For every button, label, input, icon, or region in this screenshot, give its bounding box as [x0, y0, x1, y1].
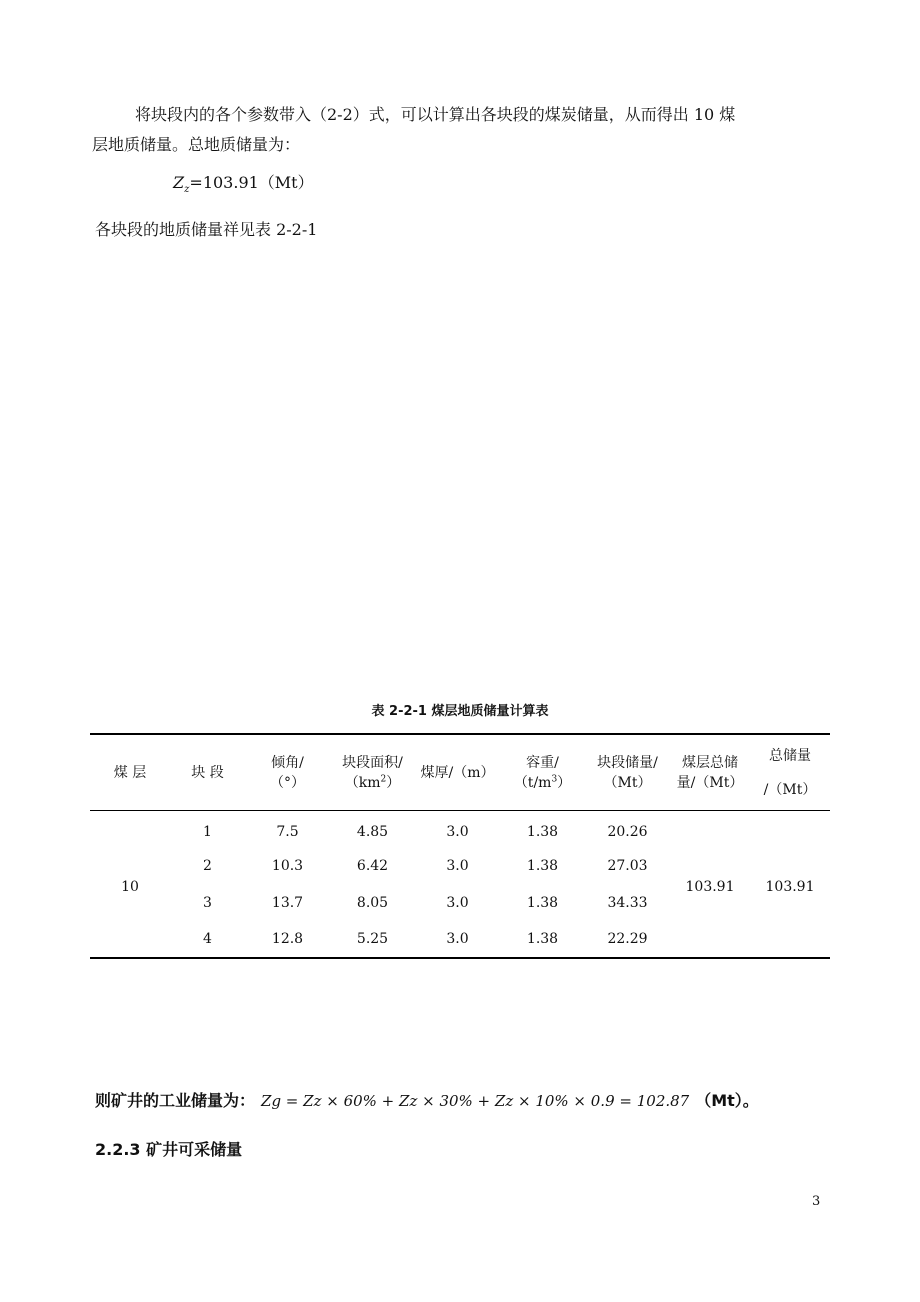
cell-density: 1.38: [526, 823, 559, 840]
conclusion-prefix: 则矿井的工业储量为：: [95, 1091, 256, 1110]
cell-thickness: 3.0: [446, 857, 469, 874]
cell-density: 1.38: [526, 857, 559, 874]
cell-density: 1.38: [526, 894, 559, 911]
formula-subscript: z: [184, 184, 190, 196]
cell-dip: 12.8: [271, 931, 304, 947]
header-area-close: ）: [386, 775, 401, 792]
conclusion-suffix: （Mt）。: [695, 1091, 759, 1110]
header-total-line1: 总储量: [769, 748, 811, 765]
cell-reserve: 27.03: [607, 857, 648, 874]
header-area: [330, 734, 415, 810]
header-area-sup: 2: [380, 774, 387, 785]
cell-dip: 13.7: [271, 894, 304, 911]
section-heading: 2.2.3 矿井可采储量: [95, 1140, 243, 1159]
header-seam: 煤 层: [113, 765, 147, 782]
cell-reserve: 20.26: [607, 823, 648, 840]
paragraph-1-line-2: 层地质储量。总地质储量为：: [92, 135, 301, 154]
cell-seam-total: 103.91: [685, 878, 735, 895]
cell-density: 1.38: [526, 931, 559, 947]
header-density-sup: 3: [551, 774, 558, 785]
cell-thickness: 3.0: [446, 823, 469, 840]
cell-dip: 7.5: [276, 823, 299, 840]
header-area-line2: [330, 772, 415, 792]
total-geological-reserve-formula: [173, 170, 314, 195]
header-block-reserve-line2: （Mt）: [603, 775, 652, 792]
page-number: 3: [812, 1194, 821, 1209]
header-density-unit: （t/m: [513, 775, 552, 792]
cell-reserve: 34.33: [607, 894, 648, 911]
paragraph-2: 各块段的地质储量祥见表 2-2-1: [95, 220, 318, 239]
header-block-reserve: [585, 734, 670, 810]
industrial-reserve-formula: Zg = Zz × 60% + Zz × 30% + Zz × 10% × 0.9 = 102.87: [261, 1092, 690, 1110]
header-area-unit: （km: [344, 775, 381, 792]
cell-thickness: 3.0: [446, 931, 469, 947]
table-caption: 表 2-2-1 煤层地质储量计算表: [371, 704, 549, 719]
header-dip-line1: 倾角/: [271, 755, 304, 772]
cell-area: 6.42: [356, 857, 389, 874]
cell-block: 1: [203, 823, 212, 840]
header-seam-total-line1: 煤层总储: [682, 755, 738, 772]
cell-reserve: 22.29: [607, 931, 648, 947]
header-block: 块 段: [191, 765, 224, 782]
cell-seam: 10: [121, 878, 139, 895]
header-block-reserve-line1: 块段储量/: [597, 755, 658, 772]
header-density-line1: 容重/: [526, 755, 559, 772]
header-total: [750, 734, 830, 810]
reserve-calculation-table: [90, 733, 830, 959]
formula-rhs: =103.91（Mt）: [189, 173, 314, 192]
cell-block: 2: [203, 857, 212, 874]
paragraph-1-line-1: 将块段内的各个参数带入（2-2）式，可以计算出各块段的煤炭储量，从而得出 10 煤: [135, 105, 736, 124]
header-thickness: 煤厚/（m）: [420, 765, 495, 782]
header-total-line2: /（Mt）: [763, 782, 817, 799]
header-area-line1: 块段面积/: [342, 755, 403, 772]
cell-total: 103.91: [765, 878, 815, 895]
cell-area: 8.05: [356, 894, 389, 911]
header-dip-line2: （°）: [270, 775, 305, 792]
cell-block: 4: [203, 931, 212, 947]
header-density-close: ）: [557, 775, 572, 792]
cell-block: 3: [203, 894, 212, 911]
header-seam-total-line2: 量/（Mt）: [676, 775, 744, 792]
header-density-line2: [500, 772, 585, 792]
cell-area: 5.25: [356, 931, 389, 947]
industrial-reserve-statement: [95, 1088, 759, 1111]
table-row: [90, 810, 830, 847]
cell-thickness: 3.0: [446, 894, 469, 911]
formula-variable: Z: [173, 173, 185, 192]
header-density: [500, 734, 585, 810]
table-header-row: [90, 734, 830, 810]
cell-area: 4.85: [356, 823, 389, 840]
header-seam-total: [670, 734, 750, 810]
cell-dip: 10.3: [271, 857, 304, 874]
header-dip: [245, 734, 330, 810]
